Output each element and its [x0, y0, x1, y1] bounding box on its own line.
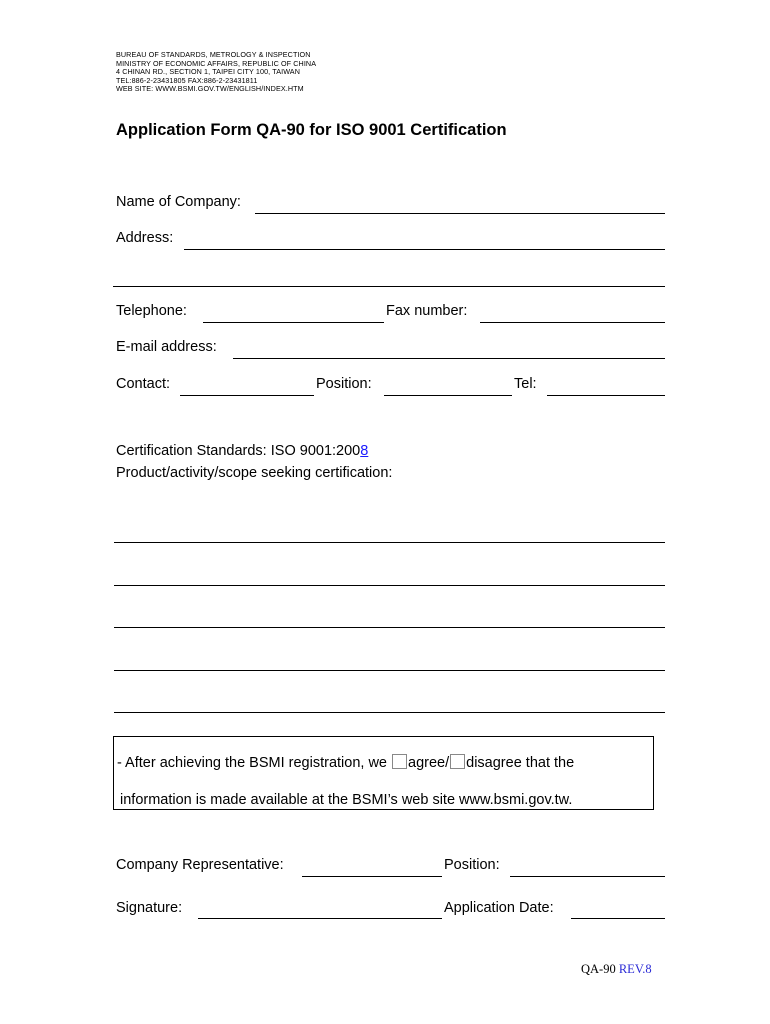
fax-field[interactable]	[480, 322, 665, 323]
disagree-label: disagree that the	[466, 755, 575, 771]
certification-standards	[116, 443, 368, 459]
application-date-field[interactable]	[571, 918, 665, 919]
consent-line-2: information is made available at the BSMI’s web site www.bsmi.gov.tw.	[120, 792, 573, 808]
representative-position-field[interactable]	[510, 876, 665, 877]
scope-label: Product/activity/scope seeking certification:	[116, 465, 393, 481]
agree-checkbox[interactable]	[392, 754, 407, 769]
company-name-label: Name of Company:	[116, 194, 241, 210]
consent-line-1	[117, 754, 574, 771]
standards-text: Certification Standards: ISO 9001:200	[116, 443, 361, 459]
form-title: Application Form QA-90 for ISO 9001 Certification	[116, 121, 507, 139]
representative-field[interactable]	[302, 876, 442, 877]
consent-box	[113, 736, 654, 810]
revision-label: REV.8	[618, 962, 652, 976]
company-name-field[interactable]	[255, 213, 665, 214]
form-code: QA-90	[581, 962, 619, 976]
header-line-2: MINISTRY OF ECONOMIC AFFAIRS, REPUBLIC OF CHINA	[116, 58, 317, 68]
signature-field[interactable]	[198, 918, 442, 919]
tel-label: Tel:	[514, 376, 537, 392]
tel-field[interactable]	[547, 395, 665, 396]
address-field-line-2[interactable]	[113, 286, 665, 287]
signature-label: Signature:	[116, 900, 183, 916]
scope-field-line-4[interactable]	[114, 670, 665, 671]
contact-label: Contact:	[116, 376, 170, 392]
agree-label: agree/	[408, 755, 450, 771]
header-line-3: 4 CHINAN RD., SECTION 1, TAIPEI CITY 100, TAIWAN	[116, 67, 300, 77]
fax-label: Fax number:	[386, 303, 468, 319]
header-line-1: BUREAU OF STANDARDS, METROLOGY & INSPECTION	[116, 50, 311, 59]
bureau-header	[116, 51, 316, 94]
email-label: E-mail address:	[116, 339, 217, 355]
standards-year-link[interactable]: 8	[360, 443, 369, 459]
scope-field-line-5[interactable]	[114, 712, 665, 713]
telephone-label: Telephone:	[116, 303, 187, 319]
scope-field-line-1[interactable]	[114, 542, 665, 543]
consent-intro: - After achieving the BSMI registration, we	[117, 755, 392, 771]
address-field-line-1[interactable]	[184, 249, 665, 250]
header-line-5: WEB SITE: WWW.BSMI.GOV.TW/ENGLISH/INDEX.HTM	[116, 84, 304, 94]
contact-position-label: Position:	[316, 376, 372, 392]
form-footer	[581, 962, 652, 977]
representative-label: Company Representative:	[116, 857, 284, 873]
disagree-checkbox[interactable]	[450, 754, 465, 769]
representative-position-label: Position:	[444, 857, 500, 873]
contact-position-field[interactable]	[384, 395, 512, 396]
application-date-label: Application Date:	[444, 900, 554, 916]
header-line-4: TEL:886-2-23431805 FAX:886-2-23431811	[116, 75, 258, 85]
contact-field[interactable]	[180, 395, 314, 396]
address-label: Address:	[116, 230, 174, 246]
scope-field-line-3[interactable]	[114, 627, 665, 628]
scope-field-line-2[interactable]	[114, 585, 665, 586]
telephone-field[interactable]	[203, 322, 384, 323]
email-field[interactable]	[233, 358, 665, 359]
